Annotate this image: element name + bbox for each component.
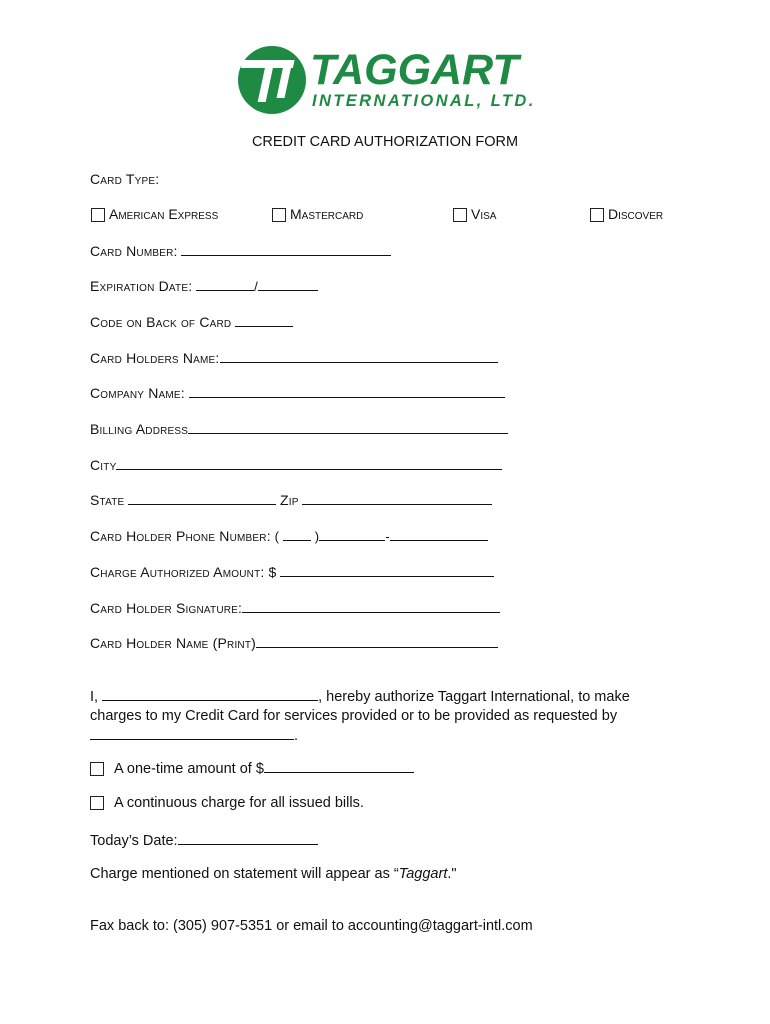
requester-input[interactable]	[90, 726, 294, 740]
todays-date-label: Today’s Date:	[90, 833, 178, 849]
amount-row	[90, 564, 494, 580]
field-label	[90, 172, 159, 187]
field-label	[90, 386, 185, 401]
label-text: State	[90, 492, 125, 508]
todays-date-row	[90, 831, 318, 849]
company-name-input[interactable]	[189, 385, 505, 398]
phone-row	[90, 528, 488, 544]
billing-address-row	[90, 421, 508, 437]
label-text: American Express	[109, 206, 219, 222]
field-label	[90, 458, 116, 473]
expiration-separator: /	[254, 279, 258, 294]
auth-end: .	[294, 728, 299, 744]
logo-subtitle: INTERNATIONAL, LTD.	[312, 92, 536, 110]
holder-name-input[interactable]	[220, 350, 498, 363]
field-label	[90, 529, 271, 544]
statement-note	[90, 866, 457, 882]
label-text: Card Holder Name (Print)	[90, 635, 257, 651]
label-text: Mastercard	[290, 206, 364, 222]
city-row	[90, 457, 502, 473]
card-option-mastercard[interactable]	[272, 206, 363, 222]
statement-name: Taggart	[398, 866, 448, 882]
state-zip-row	[90, 492, 492, 508]
taggart-logo-icon	[236, 44, 308, 116]
field-label	[109, 207, 218, 222]
label-text: Card Holder Phone Number:	[90, 528, 271, 544]
city-input[interactable]	[116, 457, 502, 470]
label-text: Company Name:	[90, 385, 185, 401]
card-type-label	[90, 171, 159, 187]
todays-date-input[interactable]	[178, 831, 318, 845]
label-text: Card Holder Signature:	[90, 600, 243, 616]
label-text: Zip	[280, 492, 299, 508]
card-option-visa[interactable]	[453, 206, 496, 222]
field-label	[90, 422, 188, 437]
amount-input[interactable]	[280, 564, 494, 577]
statement-prefix: Charge mentioned on statement will appear as “	[90, 866, 399, 882]
zip-input[interactable]	[302, 492, 492, 505]
print-name-input[interactable]	[256, 635, 498, 648]
signature-input[interactable]	[242, 600, 500, 613]
one-time-option[interactable]	[90, 759, 414, 777]
field-label	[471, 207, 496, 222]
expiration-row	[90, 278, 318, 294]
field-label	[90, 351, 220, 366]
one-time-checkbox[interactable]	[90, 762, 104, 776]
authorizer-name-input[interactable]	[102, 687, 318, 701]
visa-checkbox[interactable]	[453, 208, 467, 222]
state-input[interactable]	[128, 492, 276, 505]
fax-instructions: Fax back to: (305) 907-5351 or email to accounting@taggart-intl.com	[90, 918, 533, 934]
discover-checkbox[interactable]	[590, 208, 604, 222]
field-label	[90, 244, 178, 259]
phone-line-input[interactable]	[390, 528, 488, 541]
logo-name: TAGGART	[310, 46, 519, 94]
card-option-amex[interactable]	[91, 206, 218, 222]
continuous-checkbox[interactable]	[90, 796, 104, 810]
label-text: Card Holders Name:	[90, 350, 220, 366]
form-title: CREDIT CARD AUTHORIZATION FORM	[251, 134, 519, 150]
amex-checkbox[interactable]	[91, 208, 105, 222]
billing-address-input[interactable]	[188, 421, 508, 434]
field-label	[90, 565, 277, 580]
one-time-amount-input[interactable]	[264, 759, 414, 773]
label-text: City	[90, 457, 117, 473]
field-label	[280, 493, 299, 508]
phone-close-paren: )	[314, 529, 320, 544]
field-label	[90, 279, 192, 294]
label-text: Card Number:	[90, 243, 178, 259]
field-label	[90, 493, 124, 508]
mastercard-checkbox[interactable]	[272, 208, 286, 222]
field-label	[90, 636, 256, 651]
signature-row	[90, 600, 500, 616]
authorization-paragraph	[90, 687, 680, 746]
cvv-input[interactable]	[235, 314, 293, 327]
card-option-discover[interactable]	[590, 206, 663, 222]
field-label	[90, 601, 242, 616]
label-text: Card Type:	[90, 171, 160, 187]
phone-prefix-input[interactable]	[319, 528, 385, 541]
continuous-label: A continuous charge for all issued bills.	[114, 795, 364, 811]
label-text: Billing Address	[90, 421, 189, 437]
phone-open-paren: (	[274, 529, 280, 544]
label-text: Expiration Date:	[90, 278, 193, 294]
field-label	[608, 207, 663, 222]
holder-name-row	[90, 350, 498, 366]
auth-text-2: charges to my Credit Card for services provided or to be provided as requested by	[90, 708, 618, 724]
cvv-row	[90, 314, 293, 330]
auth-prefix: I,	[90, 689, 99, 705]
one-time-label: A one-time amount of $	[114, 761, 264, 777]
card-number-input[interactable]	[181, 243, 391, 256]
print-name-row	[90, 635, 498, 651]
company-name-row	[90, 385, 505, 401]
statement-suffix: ."	[447, 866, 457, 882]
label-text: Visa	[471, 206, 497, 222]
auth-text-1: , hereby authorize Taggart International, to make	[318, 689, 630, 705]
field-label	[290, 207, 363, 222]
expiration-year-input[interactable]	[258, 278, 318, 291]
expiration-month-input[interactable]	[196, 278, 254, 291]
label-text: Charge Authorized Amount: $	[90, 564, 277, 580]
label-text: Code on Back of Card	[90, 314, 232, 330]
field-label	[90, 315, 231, 330]
phone-dash: -	[385, 529, 390, 544]
continuous-option[interactable]	[90, 795, 364, 811]
company-logo	[236, 44, 536, 116]
phone-area-input[interactable]	[283, 528, 311, 541]
label-text: Discover	[608, 206, 664, 222]
card-number-row	[90, 243, 391, 259]
